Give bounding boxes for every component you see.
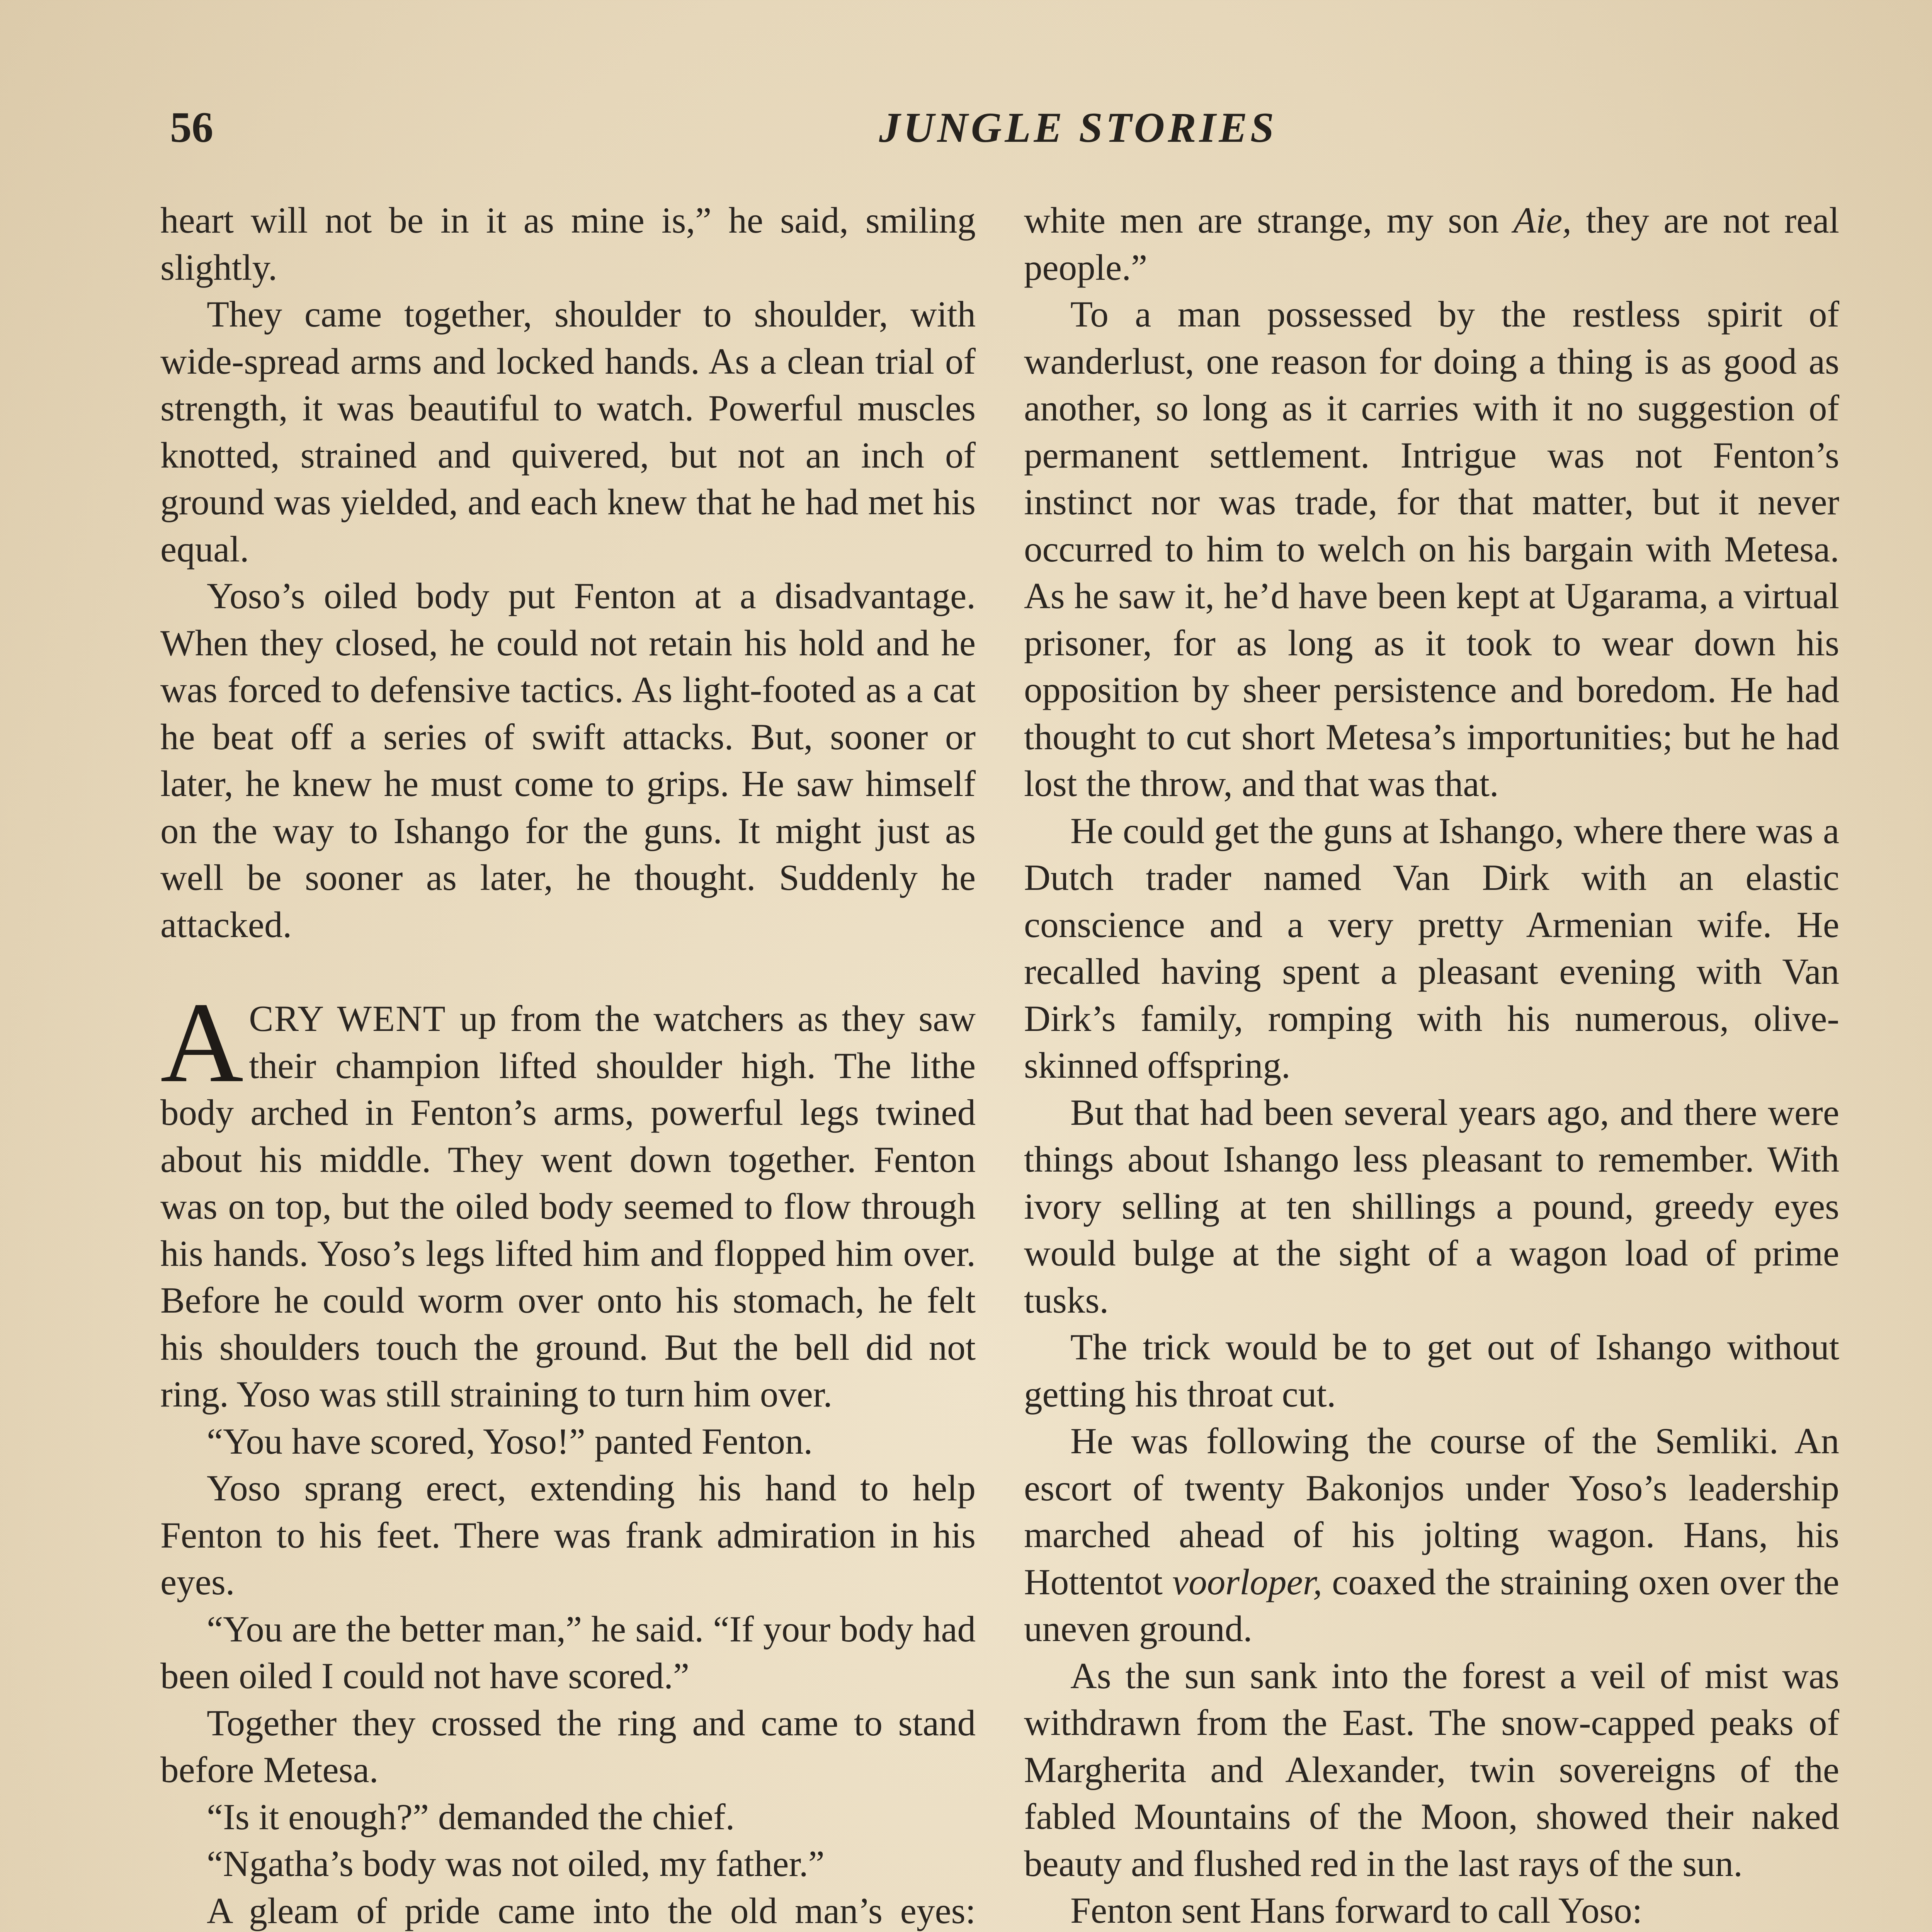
paragraph-text: they are not real people.” [1024,200,1839,288]
drop-cap: A [160,979,244,1106]
lead-in-caps: CRY WENT [249,998,446,1039]
section-opening-paragraph [160,979,976,1418]
paragraph [1024,197,1839,291]
paragraph [160,1888,976,1932]
paragraph: As the sun sank into the forest a veil of mist was withdrawn from the East. The snow-capped peaks of Margherita and Alexander, twin sovereigns of the fabled Mountains of the Moon, showed their naked beauty and flushed red in the last rays of the sun. [1024,1655,1839,1884]
paragraph [1024,1418,1839,1653]
running-head-title: JUNGLE STORIES [879,104,1277,151]
paragraph: Yoso’s oiled body put Fenton at a disadvantage. When they closed, he could not retain his hold and he was forced to defensive tactics. As light-footed as a cat he beat off a series of swift attacks. But, sooner or later, he knew he must come to grips. He saw himself on the way to Ishango for the guns. It might just as well be sooner as later, he thought. Suddenly he attacked. [160,575,976,945]
paragraph: They came together, shoulder to shoulder, with wide-spread arms and locked hands. As a clean trial of strength, it was beautiful to watch. Powerful muscles knotted, strained and quivered, but not an inch of ground was yielded, and each knew that he had met his equal. [160,294,976,570]
emphasis-text: voorloper, [1172,1561,1322,1602]
paragraph-text: coaxed the straining oxen over the uneven ground. [1024,1561,1839,1649]
paragraph: heart will not be in it as mine is,” he said, smiling slightly. [160,200,976,288]
paragraph: “Is it enough?” demanded the chief. [207,1796,735,1837]
paragraph: The trick would be to get out of Ishango without getting his throat cut. [1024,1327,1839,1415]
paragraph: “You have scored, Yoso!” panted Fenton. [207,1420,813,1462]
paragraph-text: A gleam of pride came into the old man’s eyes: [207,1890,976,1931]
paragraph: To a man possessed by the restless spirit of wanderlust, one reason for doing a thing is as good as another, so long as it carries with it no suggestion of permanent settlement. Intrigue was not Fenton’s instinct nor was trade, for that matter, but it never occurred to him to welch on his bargain with Metesa. As he saw it, he’d have been kept at Ugarama, a virtual prisoner, for as long as it took to wear down his opposition by sheer persistence and boredom. He had thought to cut short Metesa’s importunities; but he had lost the throw, and that was that. [1024,294,1839,804]
paragraph: Fenton sent Hans forward to call Yoso: [1070,1890,1643,1931]
paragraph-text: white men are strange, my son [1024,200,1514,241]
paragraph: But that had been several years ago, and there were things about Ishango less pleasant to remember. With ivory selling at ten shillings a pound, greedy eyes would bulge at the sight of a wagon load of prime tusks. [1024,1092,1839,1321]
paragraph: Together they crossed the ring and came to stand before Metesa. [160,1702,976,1790]
page-header [170,99,1932,172]
paragraph-text: up from the watchers as they saw their champion lifted shoulder high. The lithe body arched in Fenton’s arms, powerful legs twined about his middle. They went down together. Fenton was on top, but the oiled body seemed to flow through his hands. Yoso’s legs lifted him and flopped him over. Before he could worm over onto his stomach, he felt his shoulders touch the ground. But the bell did not ring. Yoso was still straining to turn him over. [160,998,976,1415]
page-number: 56 [170,104,213,151]
paragraph: “You are the better man,” he said. “If your body had been oiled I could not have scored.” [160,1608,976,1696]
paragraph: Yoso sprang erect, extending his hand to help Fenton to his feet. There was frank admiration in his eyes. [160,1468,976,1602]
left-text-column [160,197,976,1932]
paragraph: “Ngatha’s body was not oiled, my father.” [207,1843,825,1884]
right-text-column [1024,197,1839,1932]
emphasis-text: Aie, [1513,200,1571,241]
paragraph: He could get the guns at Ishango, where there was a Dutch trader named Van Dirk with an elastic conscience and a very pretty Armenian wife. He recalled having spent a pleasant evening with Van Dirk’s family, romping with his numerous, olive-skinned offspring. [1024,810,1839,1086]
paragraph-text: He was following the course of the Semliki. An escort of twenty Bakonjos under Yoso’s leadership marched ahead of his jolting wagon. Hans, his Hottentot [1024,1420,1839,1602]
